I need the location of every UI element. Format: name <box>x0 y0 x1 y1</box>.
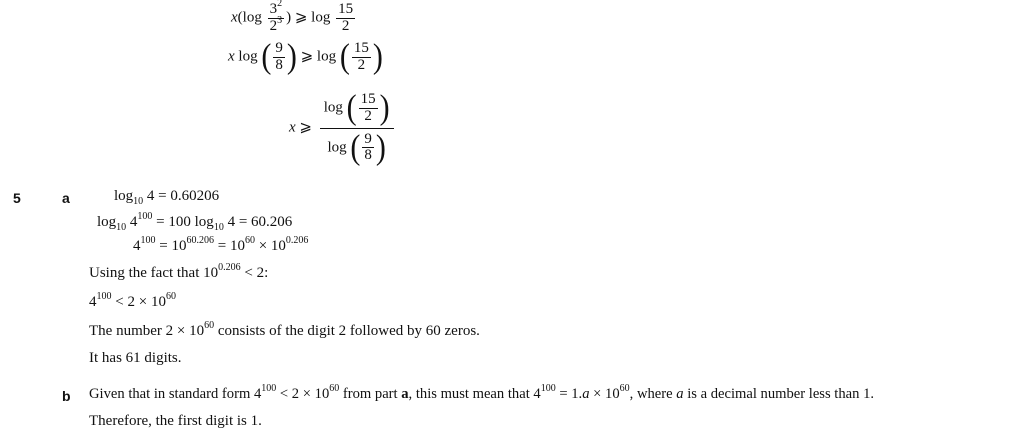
log-word: log <box>311 9 331 26</box>
big-denominator: log ( $\frac{9}{8}$ ) <box>327 128 386 167</box>
question-number: 5 <box>13 190 21 206</box>
close-paren: ) <box>286 9 292 26</box>
numerator-base: 3 <box>269 1 278 17</box>
log-word: log <box>323 99 343 116</box>
part-a-inequality: $4^{100} < 2 \times 10^{60}$ <box>89 291 176 310</box>
var-x: x <box>228 48 235 65</box>
relation-geq: ⩾ <box>294 9 308 26</box>
denominator: 2 <box>341 17 350 34</box>
part-a-eq3: $4^{100} = 10^{60.206} = 10^{60} \times 10^{0.206}$ <box>133 235 309 254</box>
denominator: 8 <box>275 56 283 73</box>
numerator: 9 <box>364 130 372 147</box>
denominator-base: 2 <box>269 17 278 34</box>
relation-geq: ⩾ <box>299 119 312 136</box>
derivation-line-2: x log ( $\frac{9}{8}$ ) ⩾ log ( $\frac{15}{2}$ ) <box>228 37 383 76</box>
fraction-15-2 <box>352 41 371 74</box>
part-a-sentence-1: The number $2 \times 10^{60}$ consists of the digit 2 followed by 60 zeros. <box>89 320 480 339</box>
relation-geq: ⩾ <box>300 48 314 65</box>
fraction-powers <box>268 2 285 35</box>
big-fraction <box>320 88 394 167</box>
log-word: log <box>238 48 258 65</box>
var-x: x <box>289 119 296 136</box>
numerator-exp: 2 <box>277 0 283 9</box>
numerator: 15 <box>338 1 354 17</box>
part-a-fact: Using the fact that $10^{0.206} < 2$: <box>89 262 269 281</box>
var-x: x <box>231 9 238 26</box>
denominator: 2 <box>357 56 366 73</box>
part-b-line-2: Therefore, the first digit is 1. <box>89 413 262 429</box>
part-a-label: a <box>62 190 70 206</box>
part-a-eq1: $\log_{10} 4 = 0.60206$ <box>114 188 220 207</box>
big-numerator: log ( $\frac{15}{2}$ ) <box>320 92 394 129</box>
part-b-line-1: Given that in standard form $4^{100} < 2 \times 10^{60}$ from part a, this must mean that $4^{100} = 1.a \times 10^{60}$, where a is a decimal number less than 1. <box>89 383 875 402</box>
part-a-sentence-2: It has 61 digits. <box>89 350 182 366</box>
derivation-line-3 <box>289 88 396 167</box>
fraction-9-8 <box>273 41 285 74</box>
denominator: 2 <box>364 107 372 124</box>
derivation-line-1 <box>231 2 357 35</box>
numerator: 9 <box>275 40 283 56</box>
denominator: 8 <box>364 147 372 164</box>
part-a-eq2: $\log_{10} 4^{100} = 100$ $\log_{10} 4 = 60.206$ <box>97 211 293 233</box>
log-word: log <box>327 139 347 156</box>
fraction-15-2 <box>336 2 355 35</box>
log-word-2: log <box>316 48 337 65</box>
numerator: 15 <box>360 91 376 107</box>
numerator: 15 <box>353 40 369 56</box>
part-reference: a <box>401 386 409 402</box>
denominator-exp: 3 <box>277 14 283 26</box>
log-open: (log <box>237 9 262 26</box>
part-b-label: b <box>62 388 71 404</box>
